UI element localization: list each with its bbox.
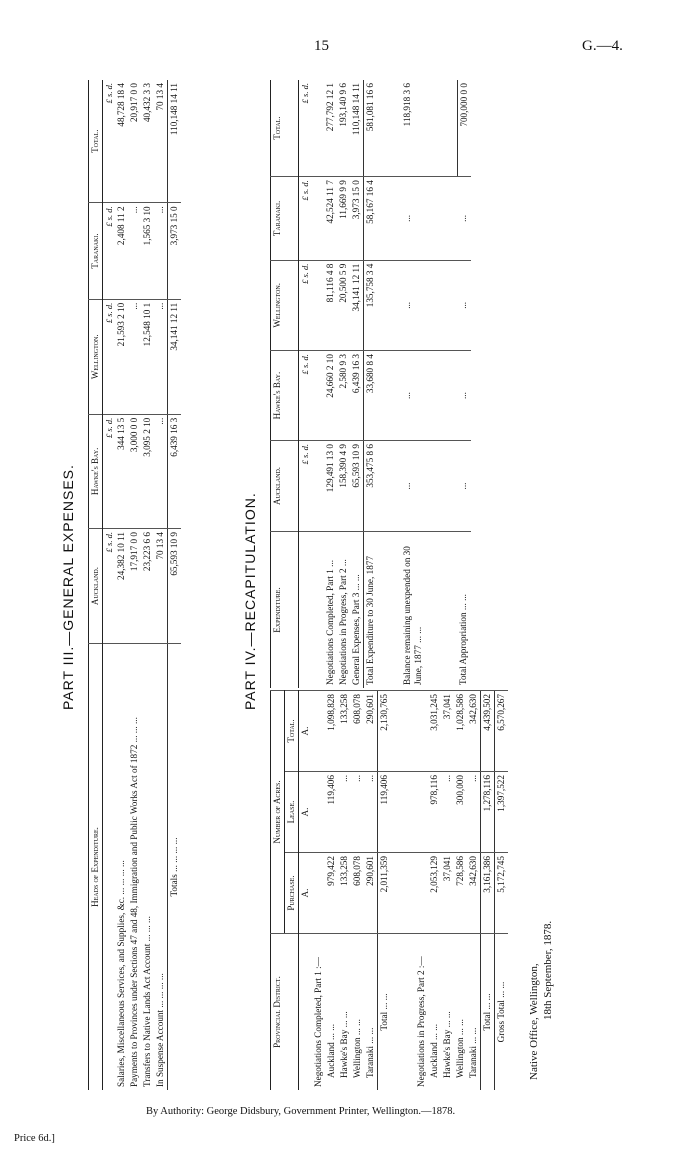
cell: 24,660 2 10 bbox=[324, 351, 337, 441]
cell: ... bbox=[128, 299, 141, 414]
cell: 3,973 15 0 bbox=[350, 177, 364, 260]
cell: 129,491 13 0 bbox=[324, 441, 337, 532]
cell: ... bbox=[401, 351, 425, 441]
district-name: Hawke's Bay ... ... bbox=[338, 934, 351, 1091]
cell: ... bbox=[338, 772, 351, 853]
col-wellington: Wellington. bbox=[89, 299, 103, 414]
table-row bbox=[351, 691, 364, 1091]
cell: ... bbox=[457, 441, 471, 532]
cell: 3,031,245 bbox=[428, 691, 441, 772]
price-label: Price 6d.] bbox=[14, 1133, 55, 1144]
table-row bbox=[338, 691, 351, 1091]
cell: 119,406 bbox=[377, 772, 391, 853]
cell: 34,141 12 11 bbox=[350, 260, 364, 350]
table-row bbox=[364, 691, 378, 1091]
unit-label: A. bbox=[298, 853, 312, 934]
cell: ... bbox=[401, 177, 425, 260]
cell: 728,586 bbox=[454, 853, 467, 934]
row-head: General Expenses, Part 3 ... ... bbox=[350, 532, 364, 689]
col-hawkes-bay: Hawke's Bay. bbox=[89, 414, 103, 528]
row-head: Transfers to Native Lands Act Account ... ... ... bbox=[141, 644, 154, 1091]
col-taranaki: Taranaki. bbox=[271, 177, 299, 260]
col-total: Total. bbox=[271, 80, 299, 177]
row-head: Payments to Provinces under Sections 47 and 48, Immigration and Public Works Act of 1872 ... ... ... bbox=[128, 644, 141, 1091]
cell: 20,917 0 0 bbox=[129, 83, 140, 123]
cell: 2,011,359 bbox=[377, 853, 391, 934]
district-name: Hawke's Bay ... ... bbox=[441, 934, 454, 1091]
printer-authority: By Authority: George Didsbury, Government Printer, Wellington.—1878. bbox=[146, 1106, 456, 1117]
col-acres-total: Total. bbox=[284, 691, 298, 772]
table-row bbox=[454, 691, 467, 1091]
cell: 2,408 11 2 bbox=[115, 203, 128, 299]
unit-label: A. bbox=[298, 691, 312, 772]
col-lease: Lease. bbox=[284, 772, 298, 853]
cell: 135,758 3 4 bbox=[364, 260, 378, 350]
cell: ... bbox=[401, 441, 425, 532]
cell: 37,041 bbox=[441, 853, 454, 934]
row-head: Negotiations Completed, Part 1 ... bbox=[324, 532, 337, 689]
row-head: Totals ... ... ... ... bbox=[168, 644, 182, 1091]
balance-row bbox=[401, 80, 425, 688]
cell: ... bbox=[467, 772, 481, 853]
col-auckland: Auckland. bbox=[271, 441, 299, 532]
cell: 290,601 bbox=[364, 853, 378, 934]
table-row bbox=[141, 80, 154, 1090]
col-hawkes-bay: Hawke's Bay. bbox=[271, 351, 299, 441]
cell: ... bbox=[441, 772, 454, 853]
row-head: Total ... ... bbox=[377, 934, 391, 1091]
cell: ... bbox=[401, 260, 425, 350]
table-row bbox=[337, 80, 350, 688]
cell: 133,258 bbox=[338, 691, 351, 772]
unit-label: £ s. d. bbox=[102, 414, 115, 528]
table-row bbox=[115, 80, 128, 1090]
cell: ... bbox=[457, 177, 471, 260]
cell: 37,041 bbox=[441, 691, 454, 772]
cell: 110,148 14 11 bbox=[168, 80, 182, 203]
cell: 40,432 3 3 bbox=[142, 83, 153, 123]
unit-label: £ s. d. bbox=[102, 203, 115, 299]
row-head: Total Expenditure to 30 June, 1877 bbox=[364, 532, 378, 689]
cell: 342,630 bbox=[467, 853, 481, 934]
row-head: Salaries, Miscellaneous Services, and Supplies, &c. ... ... ... ... bbox=[115, 644, 128, 1091]
cell: 1,098,828 bbox=[325, 691, 338, 772]
table-row bbox=[128, 80, 141, 1090]
cell: 6,570,267 bbox=[495, 691, 509, 772]
cell: 608,078 bbox=[351, 691, 364, 772]
cell: 6,439 16 3 bbox=[168, 414, 182, 528]
cell: 70 13 4 bbox=[154, 529, 168, 644]
cell: 581,081 16 6 bbox=[364, 80, 378, 177]
group-heading: Negotiations in Progress, Part 2 :— bbox=[415, 934, 428, 1091]
cell: 700,000 0 0 bbox=[457, 80, 471, 177]
table-row bbox=[350, 80, 364, 688]
cell: 12,548 10 1 bbox=[141, 299, 154, 414]
total-row bbox=[480, 691, 494, 1091]
group-heading: Negotiations Completed, Part 1 :— bbox=[312, 934, 325, 1091]
cell: 978,116 bbox=[428, 772, 441, 853]
cell: 119,406 bbox=[325, 772, 338, 853]
cell: 1,278,116 bbox=[480, 772, 494, 853]
cell: 110,148 14 11 bbox=[351, 83, 362, 136]
cell: 353,475 8 6 bbox=[364, 441, 378, 532]
cell: ... bbox=[364, 772, 378, 853]
table-row bbox=[441, 691, 454, 1091]
cell: 608,078 bbox=[351, 853, 364, 934]
cell: 2,130,765 bbox=[377, 691, 391, 772]
row-head: Total ... ... bbox=[480, 934, 494, 1091]
cell: 277,792 12 1 bbox=[325, 83, 336, 132]
unit-label: A. bbox=[298, 772, 312, 853]
unit-label: £ s. d. bbox=[299, 351, 312, 441]
unit-label: £ s. d. bbox=[103, 83, 114, 104]
cell: 290,601 bbox=[364, 691, 378, 772]
cell: 24,382 10 11 bbox=[115, 529, 128, 644]
cell: 1,028,586 bbox=[454, 691, 467, 772]
row-head: Total Appropriation ... ... bbox=[457, 532, 471, 689]
cell: 6,439 16 3 bbox=[350, 351, 364, 441]
cell: 193,140 9 6 bbox=[338, 83, 349, 127]
district-name: Wellington ... ... bbox=[351, 934, 364, 1091]
document-code: G.—4. bbox=[582, 38, 623, 54]
cell: 21,593 2 10 bbox=[115, 299, 128, 414]
unit-label: £ s. d. bbox=[299, 260, 312, 350]
unit-label: £ s. d. bbox=[102, 299, 115, 414]
row-head: Balance remaining unexpended on 30 June, 1877 ... ... bbox=[401, 532, 425, 689]
row-head: In Suspense Account ... ... ... ... bbox=[154, 644, 168, 1091]
cell: 34,141 12 11 bbox=[168, 299, 182, 414]
part4-title: PART IV.—RECAPITULATION. bbox=[242, 492, 258, 710]
col-heads: Heads of Expenditure. bbox=[89, 644, 103, 1091]
unit-label: £ s. d. bbox=[300, 83, 310, 104]
cell: ... bbox=[154, 414, 168, 528]
page-number: 15 bbox=[314, 38, 329, 54]
total-expenditure-row bbox=[364, 80, 378, 688]
district-name: Wellington ... ... bbox=[454, 934, 467, 1091]
cell: 5,172,745 bbox=[495, 853, 509, 934]
cell: 344 13 5 bbox=[115, 414, 128, 528]
cell: 33,680 8 4 bbox=[364, 351, 378, 441]
cell: 158,390 4 9 bbox=[337, 441, 350, 532]
district-name: Auckland ... ... bbox=[428, 934, 441, 1091]
district-name: Taranaki ... ... bbox=[364, 934, 378, 1091]
part4-expenditure-table bbox=[270, 80, 471, 688]
cell: 65,593 10 9 bbox=[168, 529, 182, 644]
unit-label: £ s. d. bbox=[299, 177, 312, 260]
cell: 17,917 0 0 bbox=[128, 529, 141, 644]
cell: 1,565 3 10 bbox=[141, 203, 154, 299]
table-row bbox=[467, 691, 481, 1091]
part3-table bbox=[88, 80, 181, 1090]
cell: 48,728 18 4 bbox=[115, 83, 126, 127]
col-district: Provincial District. bbox=[271, 934, 299, 1091]
col-taranaki: Taranaki. bbox=[89, 203, 103, 299]
row-head: Gross Total ... ... bbox=[495, 934, 509, 1091]
cell: ... bbox=[351, 772, 364, 853]
signature-line-1: Native Office, Wellington, bbox=[528, 963, 540, 1080]
part3-title: PART III.—GENERAL EXPENSES. bbox=[60, 464, 76, 710]
cell: 3,973 15 0 bbox=[168, 203, 182, 299]
table-row bbox=[154, 80, 168, 1090]
cell: 2,580 9 3 bbox=[337, 351, 350, 441]
col-total: Total. bbox=[89, 80, 103, 203]
col-expenditure: Expenditure. bbox=[271, 532, 299, 689]
cell: 133,258 bbox=[338, 853, 351, 934]
cell: 70 13 4 bbox=[155, 83, 166, 111]
cell: 1,397,522 bbox=[495, 772, 509, 853]
totals-row bbox=[168, 80, 182, 1090]
cell: 342,630 bbox=[467, 691, 481, 772]
cell: 3,095 2 10 bbox=[141, 414, 154, 528]
row-head: Negotiations in Progress, Part 2 ... bbox=[337, 532, 350, 689]
cell: ... bbox=[154, 299, 168, 414]
district-name: Taranaki ... ... bbox=[467, 934, 481, 1091]
unit-label: £ s. d. bbox=[299, 441, 312, 532]
signature-line-2: 18th September, 1878. bbox=[542, 920, 554, 1020]
cell: ... bbox=[457, 351, 471, 441]
cell: 3,000 0 0 bbox=[128, 414, 141, 528]
cell: 118,918 3 6 bbox=[402, 83, 413, 127]
cell: 3,161,386 bbox=[480, 853, 494, 934]
col-auckland: Auckland. bbox=[89, 529, 103, 644]
cell: ... bbox=[457, 260, 471, 350]
district-name: Auckland ... ... bbox=[325, 934, 338, 1091]
cell: 4,439,502 bbox=[480, 691, 494, 772]
rotated-content bbox=[60, 70, 580, 1100]
cell: 2,053,129 bbox=[428, 853, 441, 934]
cell: 300,000 bbox=[454, 772, 467, 853]
cell: 58,167 16 4 bbox=[364, 177, 378, 260]
part4-acres-table bbox=[270, 690, 508, 1090]
cell: 65,593 10 9 bbox=[350, 441, 364, 532]
col-purchase: Purchase. bbox=[284, 853, 298, 934]
table-row bbox=[428, 691, 441, 1091]
cell: ... bbox=[154, 203, 168, 299]
cell: 42,524 11 7 bbox=[324, 177, 337, 260]
cell: 23,223 6 6 bbox=[141, 529, 154, 644]
cell: 81,116 4 8 bbox=[324, 260, 337, 350]
total-row bbox=[377, 691, 391, 1091]
table-row bbox=[324, 80, 337, 688]
cell: 979,422 bbox=[325, 853, 338, 934]
cell: 11,669 9 9 bbox=[337, 177, 350, 260]
table-row bbox=[325, 691, 338, 1091]
cell: 20,500 5 9 bbox=[337, 260, 350, 350]
col-acres: Number of Acres. bbox=[271, 691, 285, 934]
appropriation-row bbox=[457, 80, 471, 688]
unit-label: £ s. d. bbox=[102, 529, 115, 644]
gross-total-row bbox=[495, 691, 509, 1091]
col-wellington: Wellington. bbox=[271, 260, 299, 350]
cell: ... bbox=[128, 203, 141, 299]
